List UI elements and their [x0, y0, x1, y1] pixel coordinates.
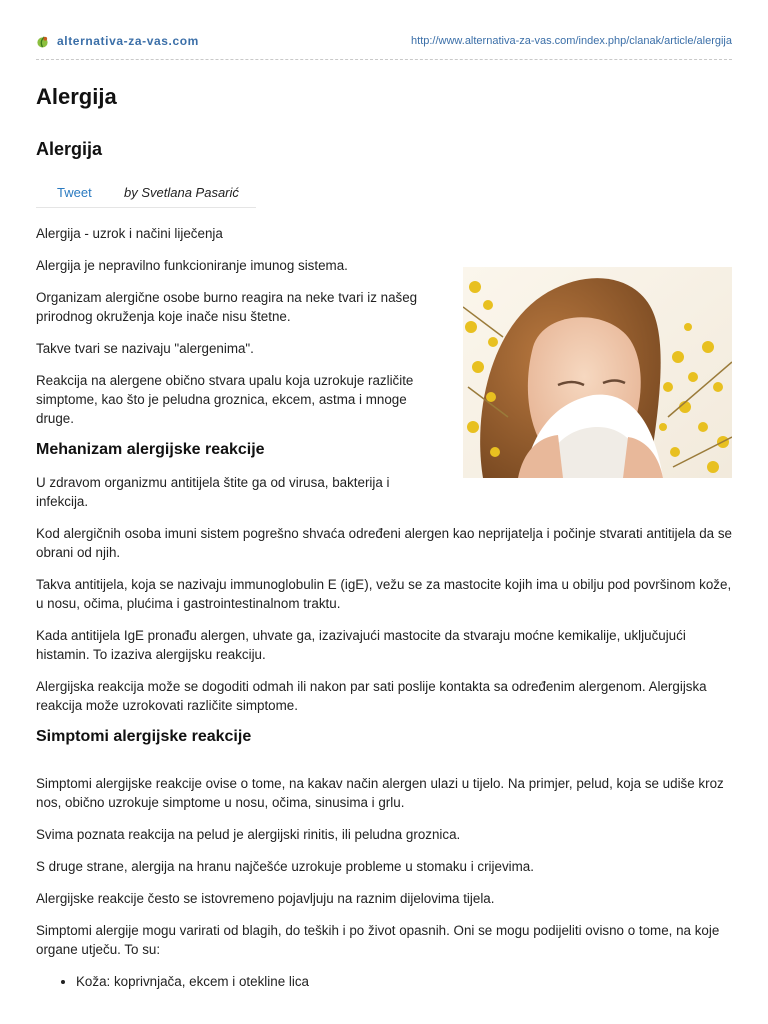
body-paragraph: S druge strane, alergija na hranu najčešće uzrokuje probleme u stomaku i crijevima.	[36, 859, 534, 874]
intro-paragraph: Reakcija na alergene obično stvara upalu koja uzrokuje različite simptome, kao što je peludna groznica, ekcem, astma i mnoge druge.	[36, 373, 414, 426]
leaf-logo-icon	[36, 35, 49, 48]
body-paragraph: Simptomi alergije mogu varirati od blagih, do teških i po život opasnih. Oni se mogu podijeliti ovisno o tome, na koje organe utječu. To su:	[36, 923, 720, 957]
body-paragraph: Kod alergičnih osoba imuni sistem pogrešno shvaća određeni alergen kao neprijatelja i počinje stvarati antitijela da se obrani od njih.	[36, 526, 732, 560]
symptom-list	[36, 972, 732, 991]
intro-paragraph: Organizam alergične osobe burno reagira na neke tvari iz našeg prirodnog okruženja koje inače nisu štetne.	[36, 290, 418, 324]
body-paragraph: Kada antitijela IgE pronađu alergen, uhvate ga, izazivajući mastocite da stvaraju moćne kemikalije, uključujući histamin. To izaziva alergijsku reakciju.	[36, 628, 686, 662]
article-body	[36, 224, 732, 991]
body-paragraph: U zdravom organizmu antitijela štite ga od virusa, bakterija i infekcija.	[36, 475, 390, 509]
body-paragraph: Simptomi alergijske reakcije ovise o tome, na kakav način alergen ulazi u tijelo. Na primjer, pelud, koja se udiše kroz nos, obično uzrokuje simptome u nosu, očima, sinusima i grlu.	[36, 776, 724, 810]
author-byline: by Svetlana Pasarić	[124, 185, 239, 200]
article-subtitle: Alergija	[36, 139, 103, 159]
intro-paragraph: Takve tvari se nazivaju "alergenima".	[36, 341, 254, 356]
intro-paragraph: Alergija je nepravilno funkcioniranje imunog sistema.	[36, 258, 348, 273]
body-paragraph: Alergijska reakcija može se dogoditi odmah ili nakon par sati poslije kontakta sa određenim alergenom. Alergijska reakcija može uzrokovati različite simptome.	[36, 679, 707, 713]
intro-paragraph: Alergija - uzrok i načini liječenja	[36, 226, 223, 241]
page-url-link[interactable]: http://www.alternativa-za-vas.com/index.php/clanak/article/alergija	[411, 35, 732, 47]
section-heading-mechanism: Mehanizam alergijske reakcije	[36, 441, 265, 458]
body-paragraph: Svima poznata reakcija na pelud je alergijski rinitis, ili peludna groznica.	[36, 827, 461, 842]
page-header	[36, 34, 732, 52]
list-item: • Koža: koprivnjača, ekcem i otekline lica	[76, 972, 732, 991]
site-name: alternativa-za-vas.com	[57, 34, 199, 48]
header-divider	[36, 59, 732, 60]
body-paragraph: Takva antitijela, koja se nazivaju immunoglobulin E (igE), vežu se za mastocite kojih ima u obilju pod površinom kože, u nosu, očima, plućima i gastrointestinalnom traktu.	[36, 577, 732, 611]
section-heading-symptoms: Simptomi alergijske reakcije	[36, 728, 252, 745]
tweet-button[interactable]: Tweet	[57, 185, 92, 200]
share-bar	[36, 183, 256, 208]
body-paragraph: Alergijske reakcije često se istovremeno pojavljuju na raznim dijelovima tijela.	[36, 891, 495, 906]
page-title: Alergija	[36, 84, 117, 109]
site-link[interactable]	[36, 34, 199, 48]
